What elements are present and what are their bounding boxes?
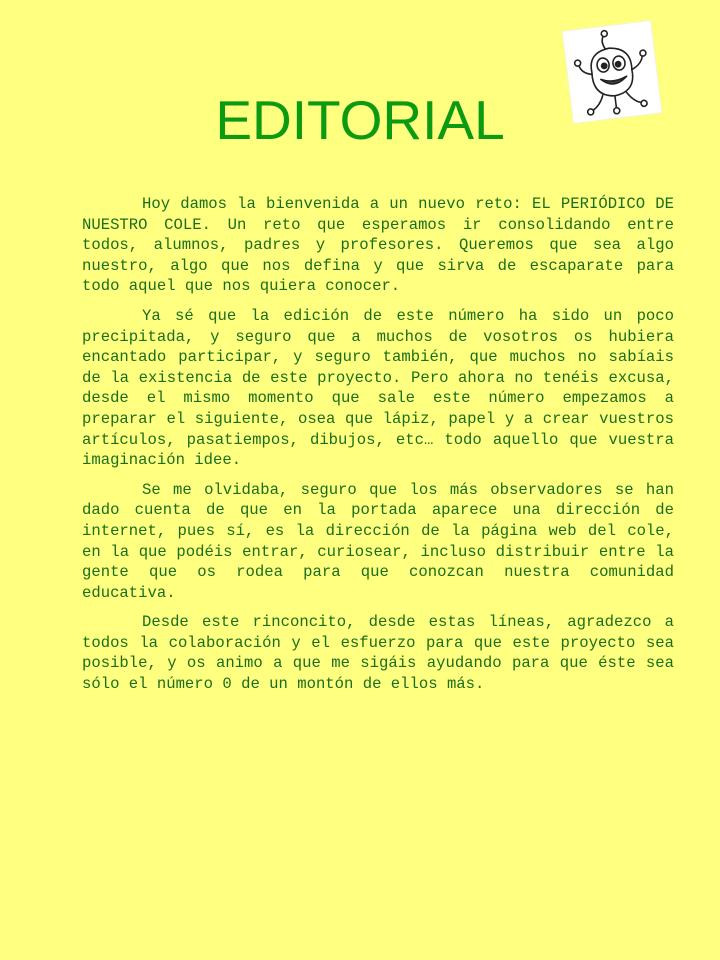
- page-title: EDITORIAL: [215, 89, 505, 151]
- paragraph: Ya sé que la edición de este número ha sido un poco precipitada, y seguro que a muchos de vosotros os hubiera encantado participar, y seguro también, que muchos no sabíais de la existencia de este proyecto. Pero ahora no tenéis excusa, desde el mismo momento que sale este número empezamos a preparar el siguiente, osea que lápiz, papel y a crear vuestros artículos, pasatiempos, dibujos, etc… todo aquello que vuestra imaginación idee.: [82, 306, 674, 470]
- paragraph: Hoy damos la bienvenida a un nuevo reto: EL PERIÓDICO DE NUESTRO COLE. Un reto que esperamos ir consolidando entre todos, alumnos, padres y profesores. Queremos que sea algo nuestro, algo que nos defina y que sirva de escaparate para todo aquel que nos quiera conocer.: [82, 195, 674, 296]
- paragraph: Desde este rinconcito, desde estas líneas, agradezco a todos la colaboración y el esfuerzo para que este proyecto sea posible, y os animo a que me sigáis ayudando para que éste sea sólo el número 0 de un montón de ellos más.: [82, 613, 674, 694]
- paragraph: Se me olvidaba, seguro que los más observadores se han dado cuenta de que en la portada aparece una dirección de internet, pues sí, es la dirección de la página web del cole, en la que podéis entrar, curiosear, incluso distribuir entre la gente que os rodea para que conozcan nuestra comunidad educativa.: [82, 480, 674, 602]
- editorial-body: [82, 194, 674, 704]
